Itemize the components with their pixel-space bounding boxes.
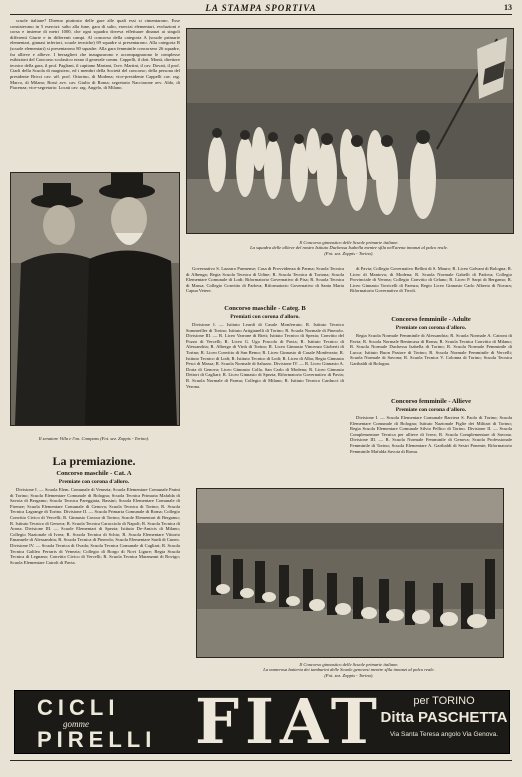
photo-girls-parade-image: [187, 29, 513, 233]
heading-concorso-a: Concorso maschile - Cat. A: [56, 470, 132, 477]
heading-premiazione: La premiazione.: [52, 454, 136, 468]
photo-senator-villa-image: [11, 173, 179, 425]
ad-fiat-logo: FIAT: [195, 690, 383, 754]
heading-premiati-b: Premiati con corona d'alloro.: [230, 314, 300, 320]
bottom-rule: [10, 760, 512, 761]
heading-premiate-adulte: Premiate con corona d'alloro.: [395, 325, 467, 331]
advertisement-banner: [14, 690, 510, 754]
right-column-intro: di Pavia; Collegio Governativo Bellini di S. Mauro; R. Liceo Galvani di Bologna; R. Liceo di Mantova; di Modena; R. Scuola Normale Gabelli di Padova; Collegio Provinciale di Verona; Collegio Convitto di Celano; R. Liceo P. Sarpi di Bergamo; R. Liceo Ginnasio Torricelli di Faenza; Regio Liceo Ginnasio Carlo Alberto di Novara; Riformatorio Governativo di Tivoli.: [350, 266, 512, 294]
concorso-b-text: Divisione I. — Istituto Leardi di Casale Monferrato; R. Istituto Tecnico Sommeiller di Torino; Istituto Artigianelli di Torino; R. Scuola Normale di Pinerolo. Divisione III. — R. Liceo Varrone di Rieti; Istituto Tecnico di Spezia; Convitto del Pozzo di Vercelli; R. Liceo G. Ugo Foscolo di Pavia; R. Istituto Tecnico di Alessandria; R. Albergo di Virtù di Torino; R. Liceo Ginnasio Vincenzo Gioberti di Torino; R. Liceo Convitto di San Remo; R. Liceo Ginnasio di Casale Monferrato; R. Istituto Tecnico di Lodi; R. Istituto Tecnico di Lodi; R. Liceo di Alba; Regio Ginnasio Pesci di Massa; R. Scuola Normale di Saluzzo. Divisione IV. — R. Liceo Ginnasio A. Doria di Genova; Liceo Ginnasio Colla, San Carlo di Modena; R. Liceo Ginnasio Dettori di Cagliari; R. Liceo Ginnasio di Spezia; Riformatorio Governativo di Pavia; R. Scuola Normale di Parma; Collegio di Milano; R. Istituto Tecnico Carducci di Verona.: [186, 322, 344, 389]
ad-pirelli-text: PIRELLI: [37, 727, 157, 752]
caption-bottom-photo: Il Concorso ginnastico delle Scuole primarie italiane. La numerosa batteria dei tamburini delle Scuole genovesi mentre sfila innanzi al palco reale. (Fot. sez. Zoppis - Torino).: [263, 662, 435, 678]
photo-drummers: [196, 488, 504, 658]
heading-premiate-allieve: Premiate con corona d'alloro.: [395, 407, 467, 413]
ad-per-torino: per TORINO: [413, 695, 475, 707]
middle-column-intro: Governativo S. Lazzaro Parmense; Casa di Provvidenza di Parma; Scuola Tecnica di Albenga; Regia Scuola Tecnica di Udine; R. Scuola Tecnica di Tortona; Scuola Elementare Comunale di Lodi; Riformatorio Governativo di Pisa; R. Scuola Tecnica di Massa; Collegio Convitto di Padova; Riformatorio Governativo di Santa Maria Capua Vetere.: [186, 266, 344, 294]
photo-senator-villa: [10, 172, 180, 426]
heading-concorso-b: Concorso maschile - Categ. B: [224, 305, 306, 312]
photo-girls-parade: [186, 28, 514, 234]
caption-top-photo: Il Concorso ginnastico delle Scuole primarie italiane. La squadra delle allieve del nostro Istituto Duchessa Isabella mentre sfila nell'arena innanzi al palco reale. (Fot. sez. Zoppis - Torino).: [250, 240, 448, 256]
newspaper-title: LA STAMPA SPORTIVA: [205, 3, 317, 13]
page-header: [10, 3, 512, 15]
caption-portrait: Il senatore Villa e l'on. Compans (Fot. sez. Zoppis - Torino).: [38, 436, 150, 441]
ad-ditta-paschetta: Ditta PASCHETTA: [380, 709, 508, 726]
ad-gomme-text: gomme: [63, 719, 89, 729]
intro-article-text: scuole italiane? Diremo piuttosto delle gare alle quali essi si cimentarono. Esse consistevano in 5 esercizi: salto alla fune, gara di salto, esercizi elementari, evoluzioni e corsa e insieme di metri 1000, che ogni squadra doveva effettuare dinanzi ai singoli differenti Giurie e in differenti campi. Al concorso della categoria A (scuole primarie elementari, ginnasi inferiori, scuole tecniche) 69 squadre si presentarono. Alla categoria B (scuole elementari) si presentarono 80 squadre. Alla gara femminile concorsero 26 squadre, fra allieve e allieve. I bersaglieri che inaugurarono e accompagnarono le complesse esibizioni del Concorso scolastico erano il generale comm. Cappelli, il dott. Monti, direttore tecnico della gara, il prof. Pagliani, il capitano Mariani, l'avv. Martini, il cav. Dovati, il prof. Ciarli della Scuola di magistero, ed i membri della Società del concorso; della persona del presidente Bricci cav. uff. prof. Ottorino, di Modena; vice-presidente Cappelli cav. rag. Marco, di Milano; Rossi avv. cav. Giulio di Roma; segretario Nacciarone avv. Aldo, di Piacenza; vice-segretario: Locati cav. rag. Angelo, di Milano.: [10, 18, 180, 91]
page-number: 13: [504, 3, 512, 12]
heading-premiati-a: Premiate con corona d'alloro.: [58, 479, 130, 485]
ad-address: Via Santa Teresa angolo Via Genova.: [389, 731, 499, 738]
femminile-allieve-text: Divisione I. — Scuola Elementare Comunale Barriera S. Paolo di Torino; Scuola Elementare Comunale di Bologna; Istituto Nazionale Figlie dei Militari di Torino; Regia Scuola Elementare Comunale Silvio Pellico di Torino. Divisione II. — Scuola Complementare Tecnica per allieve di Ivrea; R. Scuola Complementare di Savona. Divisione III. — R. Scuola Normale Femminile di Genova; Scuola Professionale Femminile di Torino; Scuola Elementare A. Garibaldi di Sestri Ponente; Riformatorio Femminile Mafalda Savoia di Roma.: [350, 415, 512, 454]
photo-drummers-image: [197, 489, 503, 657]
premiazione-cat-a-text: Divisione I. — Scuola Elem. Comunale di Venezia; Scuola Elementare Comunale Parini di Torino; Scuola Elementare Comunale di Bologna; Scuola Tecnica Primaria Mafalda di Savoia di Bergamo; Scuola Tecnica Pareggiata, Bassini; Scuola Elementare Comunale di Firenze; Scuola Elementare Comunale di Genova; Scuola Tecnica di Torino; R. Scuola Tecnica Lagrange di Torino. Divisione II. — Scuola Primaria Comunale di Roma; Collegio Convitto Civico di Vercelli; R. Ginnasio Cavour di Torino; Scuole Elementari di Bergamo; R. Istituto Tecnico di Genova; R. Scuola Tecnica Caracciolo di Napoli; R. Scuola Tecnica di Arona. Divisione III. — Scuole Elementari di Spezia; Istituto De-Amicis di Milano; Collegio Nazionale di Ivrea; R. Scuola Tecnica di Schio; R. Scuola Elementare Vittorio Emanuele di Alessandria; R. Scuola Tecnica di Pinerolo; Scuola Elementare Sardi di Cuneo. Divisione IV. — Scuola Tecnica di Ovada; Scuola Tecnica Comunale di Cagliari; R. Scuola Tecnica Galileo Ferraris di Venezia; Collegio di Borgo di Novi Ligure; Regia Scuola Tecnica di Legnano; Convitto Civico di Vercelli; R. Scuola Tecnica Maranzani di Rovigo; Scuola Elementare Cairoli di Pavia.: [10, 487, 180, 565]
femminile-adulte-text: Regia Scuola Normale Femminile di Alessandria; R. Scuola Normale A. Caironi di Pavia; R. Scuola Normale Benincasa di Roma; R. Scuola Tecnica Convitto di Milano; R. Scuola Normale Duchessa Isabella di Torino; R. Scuola Normale Femminile di Lucca; Istituto Buon Pastore di Torino; R. Scuola Normale Femminile di Vercelli; Scuola Normale di Savona; R. Scuola Tecnica V. Colonna di Torino; Scuola Tecnica Garibaldi di Bologna.: [350, 333, 512, 366]
ad-cicli-text: CICLI: [37, 695, 120, 720]
heading-femminile-allieve: Concorso femminile - Allieve: [391, 398, 471, 405]
heading-femminile-adulte: Concorso femminile - Adulte: [391, 316, 471, 323]
